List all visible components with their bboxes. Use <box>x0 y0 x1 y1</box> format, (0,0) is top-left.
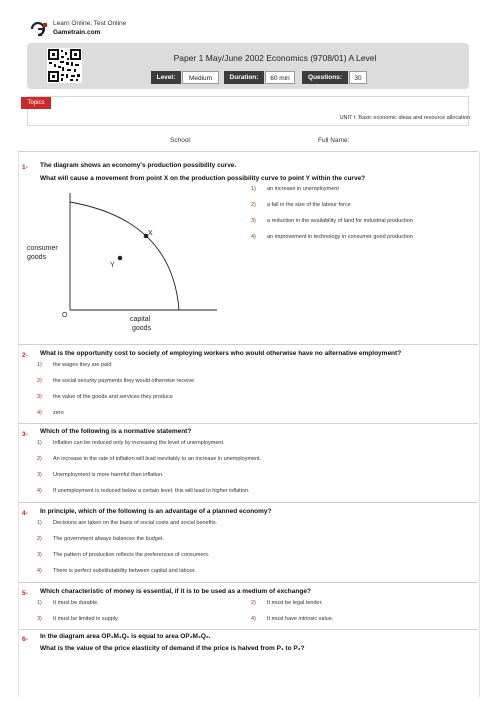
option-text[interactable]: a fall in the size of the labour force <box>267 202 351 208</box>
option-number[interactable]: 3) <box>37 616 42 622</box>
y-axis-label-line2: goods <box>27 254 47 261</box>
point-y-marker <box>118 256 123 261</box>
question-text: In principle, which of the following is an advantage of a planned economy? <box>40 508 272 515</box>
option-text[interactable]: It must be durable. <box>53 600 99 606</box>
option-text[interactable]: an increase in unemployment <box>267 186 339 192</box>
option-number[interactable]: 1) <box>37 440 42 446</box>
option-text[interactable]: Decisions are taken on the basis of social costs and social benefits. <box>53 520 218 526</box>
option-number[interactable]: 4) <box>251 234 256 240</box>
option-number[interactable]: 1) <box>37 362 42 368</box>
question-divider <box>18 344 478 345</box>
option-number[interactable]: 2) <box>37 378 42 384</box>
question-text: In the diagram area OP₁M₁Q₁ is equal to area OP₂M₂Q₂. <box>40 633 211 640</box>
x-axis-label-line2: goods <box>132 325 152 332</box>
option-number[interactable]: 4) <box>37 488 42 494</box>
option-text[interactable]: the social security payments they would otherwise receive <box>53 378 195 384</box>
option-number[interactable]: 3) <box>37 472 42 478</box>
option-number[interactable]: 4) <box>251 616 256 622</box>
question-number: 3- <box>22 431 28 438</box>
option-text[interactable]: It must be limited in supply. <box>53 616 119 622</box>
full-name-field-label: Full Name: <box>318 137 350 144</box>
option-text[interactable]: an improvement in technology in consumer good production <box>267 234 413 240</box>
option-text[interactable]: Inflation can be reduced only by increasing the level of unemployment. <box>53 440 225 446</box>
form-divider <box>18 151 478 152</box>
option-text[interactable]: Unemployment is more harmful than inflation. <box>53 472 164 478</box>
option-text[interactable]: It must have intrinsic value. <box>267 616 334 622</box>
y-axis-label-line1: consumer <box>27 245 58 252</box>
point-x-label: X <box>148 230 153 237</box>
question-text: What is the opportunity cost to society of employing workers who would otherwise have no alternative employment? <box>40 350 402 357</box>
question-divider <box>18 502 478 503</box>
origin-label: O <box>62 312 68 319</box>
question-text: Which characteristic of money is essential, if it is to be used as a medium of exchange? <box>40 588 311 595</box>
question-number: 1- <box>22 164 28 171</box>
option-text[interactable]: The pattern of production reflects the preferences of consumers. <box>53 552 210 558</box>
option-text[interactable]: zero <box>53 410 64 416</box>
question-number: 5- <box>22 590 28 597</box>
option-number[interactable]: 1) <box>251 186 256 192</box>
question-number: 2- <box>22 352 28 359</box>
option-text[interactable]: There is perfect substitutability between capital and labour. <box>53 568 196 574</box>
ppc-curve <box>70 202 179 310</box>
option-text[interactable]: The government always balances the budget. <box>53 536 164 542</box>
option-number[interactable]: 4) <box>37 410 42 416</box>
brand-site-link[interactable]: Gametrain.com <box>53 29 101 36</box>
option-text[interactable]: An increase in the rate of inflation will lead inevitably to an increase in unemployment. <box>53 456 262 462</box>
question-text: What is the value of the price elasticity of demand if the price is halved from P₁ to P₂? <box>40 645 305 652</box>
x-axis-label-line1: capital <box>130 316 151 323</box>
option-text[interactable]: a reduction in the availability of land for industrial production <box>267 218 413 224</box>
level-label: Level: <box>151 71 181 84</box>
point-y-label: Y <box>110 262 115 269</box>
duration-label: Duration: <box>224 71 264 84</box>
level-value: Medium <box>182 71 219 84</box>
question-number: 4- <box>22 510 28 517</box>
option-number[interactable]: 2) <box>251 600 256 606</box>
ppc-diagram <box>22 190 222 335</box>
option-number[interactable]: 1) <box>37 520 42 526</box>
school-field-label: School: <box>170 137 192 144</box>
question-text: What will cause a movement from point X on the production possibility curve to point Y within the curve? <box>40 175 366 182</box>
option-text[interactable]: the value of the goods and services they produce <box>53 394 173 400</box>
question-number: 6- <box>22 636 28 643</box>
question-text: The diagram shows an economy's production possibility curve. <box>40 162 237 169</box>
option-number[interactable]: 1) <box>37 600 42 606</box>
question-text: Which of the following is a normative statement? <box>40 428 192 435</box>
questions-label: Questions: <box>302 71 348 84</box>
duration-value: 60 min <box>265 71 295 84</box>
option-number[interactable]: 3) <box>37 552 42 558</box>
option-text[interactable]: the wages they are paid <box>53 362 112 368</box>
option-number[interactable]: 2) <box>37 456 42 462</box>
option-number[interactable]: 4) <box>37 568 42 574</box>
topics-badge: Topics <box>21 97 51 109</box>
topic-unit: UNIT I: Basic economic ideas and resource allocation <box>339 115 470 121</box>
option-text[interactable]: If unemployment is reduced below a certain level, this will lead to higher inflation. <box>53 488 250 494</box>
brand-tagline: Learn Online, Test Online <box>53 20 127 27</box>
paper-title: Paper 1 May/June 2002 Economics (9708/01) A Level <box>173 53 377 63</box>
option-number[interactable]: 3) <box>251 218 256 224</box>
option-number[interactable]: 2) <box>37 536 42 542</box>
option-number[interactable]: 3) <box>37 394 42 400</box>
topics-panel <box>27 96 469 126</box>
gametrain-logo <box>30 22 48 36</box>
question-divider <box>18 629 478 630</box>
questions-value: 30 <box>349 71 367 84</box>
qr-code <box>47 48 82 83</box>
option-number[interactable]: 2) <box>251 202 256 208</box>
question-divider <box>18 582 478 583</box>
option-text[interactable]: It must be legal tender. <box>267 600 323 606</box>
question-divider <box>18 423 478 424</box>
